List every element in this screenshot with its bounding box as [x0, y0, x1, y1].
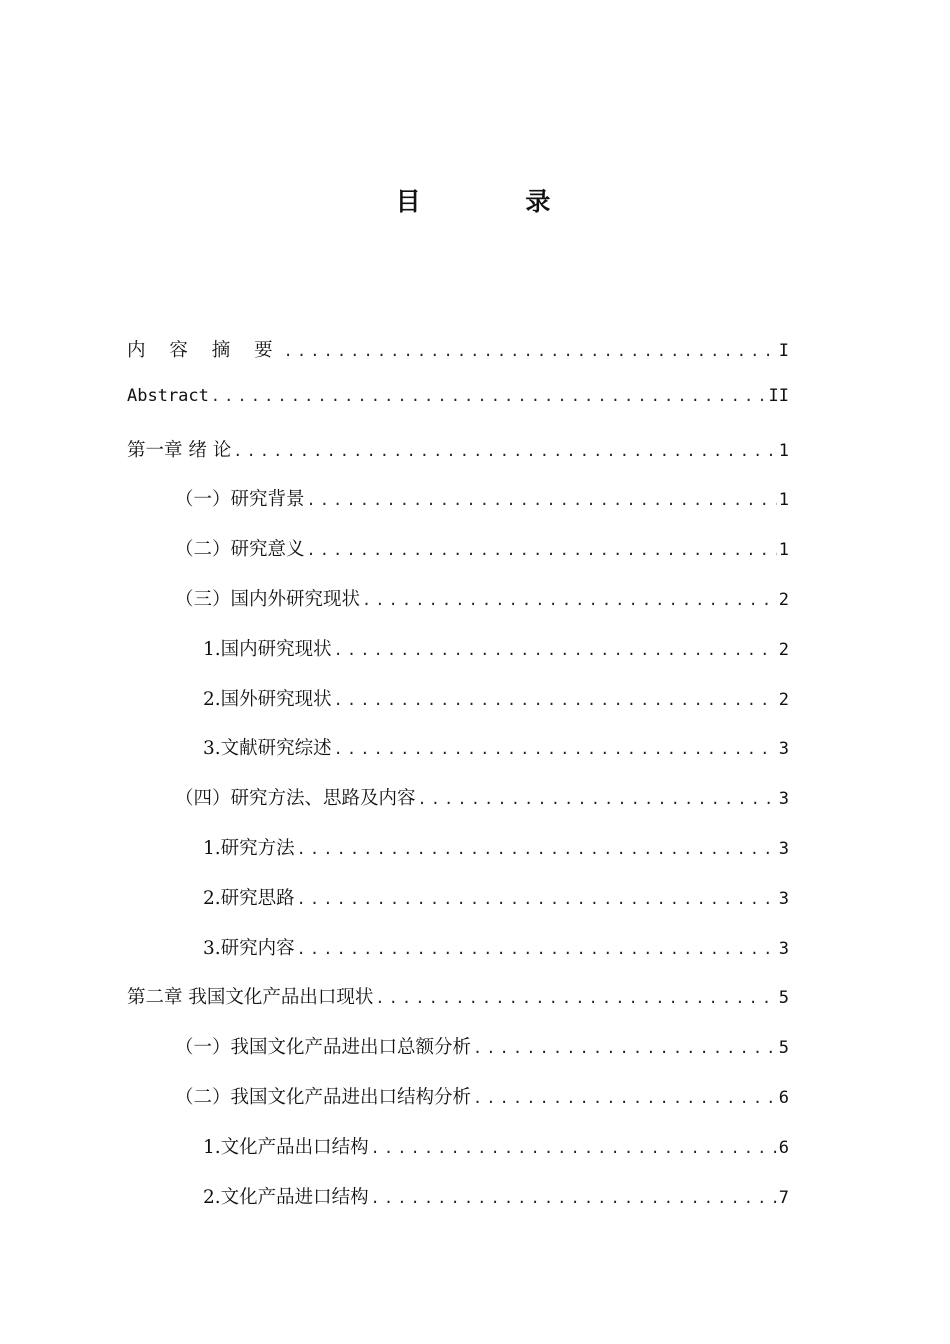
dot-leader: [473, 1089, 777, 1107]
dot-leader: [297, 840, 777, 858]
toc-entry-label: 3.研究内容: [203, 937, 295, 959]
dot-leader: [297, 940, 777, 958]
toc-entry[interactable]: [127, 834, 789, 884]
toc-entry-label: 1.文化产品出口结构: [203, 1136, 369, 1158]
toc-entry[interactable]: [127, 535, 789, 585]
toc-entry-page: 2: [778, 589, 789, 610]
toc-entry[interactable]: [127, 983, 789, 1033]
toc-entry-label: 2.研究思路: [203, 887, 295, 909]
toc-entry-page: 5: [778, 988, 789, 1009]
toc-entry-label: 1.国内研究现状: [203, 638, 332, 660]
dot-leader: [375, 989, 776, 1007]
dot-leader: [284, 342, 777, 360]
dot-leader: [211, 387, 767, 405]
toc-entry-label: （四）研究方法、思路及内容: [175, 788, 416, 810]
toc-entry-label: 3.文献研究综述: [203, 738, 332, 760]
dot-leader: [334, 641, 777, 659]
toc-entry-page: 3: [778, 838, 789, 859]
toc-entry-page: 3: [778, 739, 789, 760]
toc-entry[interactable]: [127, 884, 789, 934]
toc-entry-label: Abstract: [127, 385, 209, 406]
toc-entry-page: 7: [778, 1187, 789, 1208]
toc-entry-label: （一）研究背景: [175, 489, 305, 511]
toc-entry-page: II: [768, 385, 789, 406]
toc-entry-page: 3: [778, 789, 789, 810]
toc-entry[interactable]: [127, 1183, 789, 1233]
toc-entry-label: （三）国内外研究现状: [175, 588, 361, 610]
toc-entry-label: （二）我国文化产品进出口结构分析: [175, 1086, 472, 1108]
dot-leader: [371, 1139, 777, 1157]
toc-entry-page: 1: [778, 440, 789, 461]
dot-leader: [371, 1189, 777, 1207]
toc-entry-label: 内 容 摘 要: [127, 340, 282, 361]
toc-entry[interactable]: [127, 784, 789, 834]
toc-entry-page: 5: [778, 1038, 789, 1059]
toc-entry-page: 6: [778, 1137, 789, 1158]
toc-entry-page: 3: [778, 938, 789, 959]
toc-entry-label: 2.国外研究现状: [203, 688, 332, 710]
page-title: 目 录: [395, 187, 599, 216]
toc-entry-page: I: [778, 341, 789, 361]
toc-entry[interactable]: [127, 635, 789, 685]
toc-entry[interactable]: [127, 485, 789, 535]
toc-entry[interactable]: [127, 436, 789, 486]
toc-entry[interactable]: [127, 1083, 789, 1133]
toc-entry-label: 第一章 绪 论: [127, 439, 232, 461]
toc-entry-label: 第二章 我国文化产品出口现状: [127, 987, 374, 1009]
toc-entry-label: （一）我国文化产品进出口总额分析: [175, 1037, 472, 1059]
toc-entry[interactable]: [127, 1033, 789, 1083]
toc-entry-page: 1: [778, 540, 789, 561]
toc-entry[interactable]: [127, 585, 789, 635]
dot-leader: [307, 491, 777, 509]
toc-entry-page: 1: [778, 490, 789, 511]
toc-entry[interactable]: [127, 734, 789, 784]
toc-entry-label: 2.文化产品进口结构: [203, 1186, 369, 1208]
toc-entry[interactable]: [127, 934, 789, 984]
toc-entry-page: 2: [778, 639, 789, 660]
toc-entry[interactable]: [127, 1133, 789, 1183]
dot-leader: [297, 890, 777, 908]
dot-leader: [307, 541, 777, 559]
dot-leader: [233, 442, 776, 460]
dot-leader: [334, 740, 777, 758]
toc-entry[interactable]: [127, 386, 789, 436]
table-of-contents: [127, 336, 789, 1232]
dot-leader: [418, 790, 777, 808]
toc-entry-label: 1.研究方法: [203, 837, 295, 859]
toc-entry-label: （二）研究意义: [175, 539, 305, 561]
dot-leader: [362, 591, 777, 609]
toc-entry-page: 2: [778, 689, 789, 710]
toc-entry[interactable]: [127, 685, 789, 735]
toc-entry[interactable]: [127, 336, 789, 386]
dot-leader: [334, 691, 777, 709]
dot-leader: [473, 1039, 777, 1057]
toc-entry-page: 6: [778, 1087, 789, 1108]
toc-entry-page: 3: [778, 888, 789, 909]
